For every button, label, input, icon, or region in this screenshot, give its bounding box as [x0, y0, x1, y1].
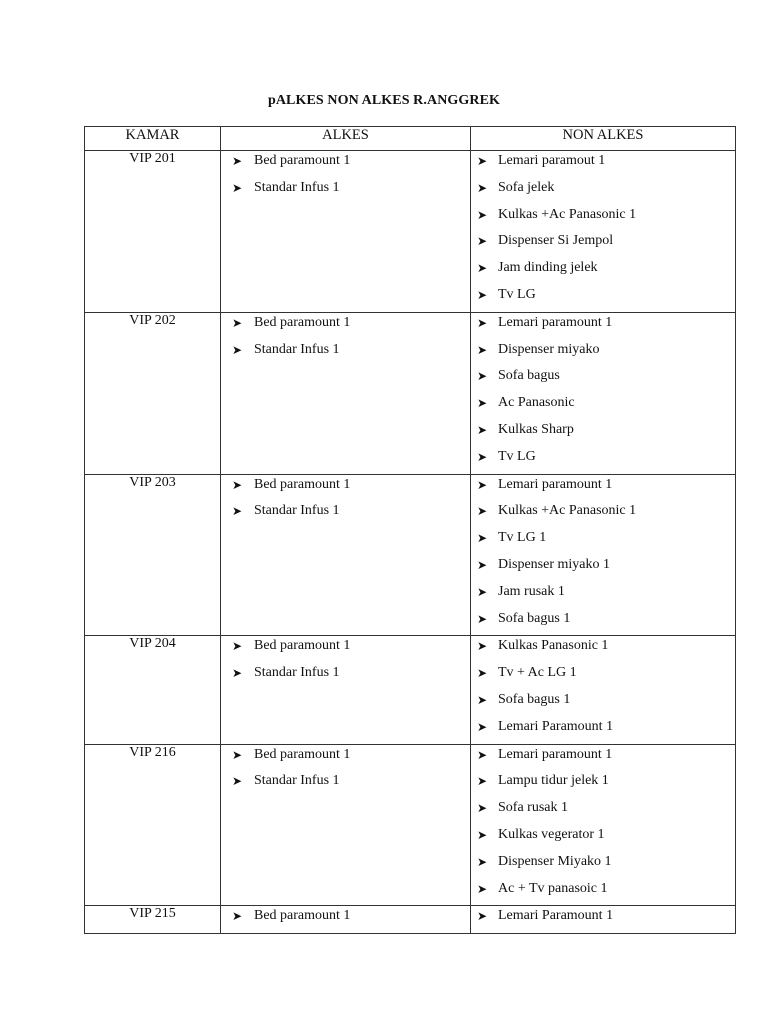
- non-alkes-item-text: Sofa bagus 1: [498, 610, 571, 626]
- non-alkes-item-text: Ac + Tv panasoic 1: [498, 880, 608, 896]
- arrow-bullet-icon: ➤: [477, 774, 488, 789]
- non-alkes-item: [471, 771, 735, 798]
- table-header-row: [85, 127, 736, 151]
- non-alkes-item: [471, 528, 735, 555]
- non-alkes-list: [471, 745, 735, 906]
- non-alkes-item: [471, 313, 735, 340]
- non-alkes-item: [471, 151, 735, 178]
- non-alkes-item: [471, 582, 735, 609]
- alkes-item-text: Bed paramount 1: [254, 746, 351, 762]
- alkes-item-text: Standar Infus 1: [254, 179, 340, 195]
- non-alkes-item-text: Dispenser Miyako 1: [498, 853, 612, 869]
- arrow-bullet-icon: ➤: [477, 531, 488, 546]
- table-row: [85, 312, 736, 474]
- arrow-bullet-icon: ➤: [477, 315, 488, 330]
- non-alkes-list: [471, 636, 735, 743]
- arrow-bullet-icon: ➤: [477, 261, 488, 276]
- non-alkes-item-text: Jam dinding jelek: [498, 260, 598, 276]
- alkes-cell: [221, 744, 471, 906]
- arrow-bullet-icon: ➤: [232, 180, 243, 195]
- non-alkes-item: [471, 690, 735, 717]
- arrow-bullet-icon: ➤: [232, 342, 243, 357]
- arrow-bullet-icon: ➤: [477, 154, 488, 168]
- non-alkes-cell: [471, 906, 736, 934]
- arrow-bullet-icon: ➤: [477, 287, 488, 302]
- non-alkes-list: [471, 906, 735, 933]
- alkes-item: [221, 906, 470, 933]
- non-alkes-item: [471, 636, 735, 663]
- alkes-item-text: Bed paramount 1: [254, 908, 351, 924]
- alkes-list: [221, 745, 470, 799]
- non-alkes-item-text: Kulkas +Ac Panasonic 1: [498, 206, 637, 222]
- non-alkes-item-text: Dispenser Si Jempol: [498, 233, 614, 249]
- arrow-bullet-icon: ➤: [232, 477, 243, 492]
- non-alkes-item-text: Lemari paramount 1: [498, 314, 613, 330]
- non-alkes-item: [471, 717, 735, 744]
- non-alkes-item: [471, 879, 735, 906]
- alkes-cell: [221, 474, 471, 636]
- arrow-bullet-icon: ➤: [477, 342, 488, 357]
- non-alkes-item-text: Tv LG 1: [498, 530, 547, 546]
- room-cell: VIP 201: [85, 151, 221, 313]
- non-alkes-item-text: Kulkas Sharp: [498, 421, 574, 437]
- non-alkes-cell: [471, 744, 736, 906]
- alkes-list: [221, 313, 470, 367]
- alkes-cell: [221, 312, 471, 474]
- non-alkes-item: [471, 906, 735, 933]
- alkes-item-text: Standar Infus 1: [254, 503, 340, 519]
- table-row: [85, 744, 736, 906]
- non-alkes-item-text: Lemari paramount 1: [498, 746, 613, 762]
- arrow-bullet-icon: ➤: [477, 422, 488, 437]
- alkes-item: [221, 663, 470, 690]
- non-alkes-item: [471, 745, 735, 772]
- alkes-list: [221, 636, 470, 690]
- document-title: pALKES NON ALKES R.ANGGREK: [267, 93, 501, 108]
- non-alkes-list: [471, 151, 735, 312]
- non-alkes-item: [471, 393, 735, 420]
- non-alkes-list: [471, 475, 735, 636]
- alkes-cell: [221, 906, 471, 934]
- alkes-item: [221, 313, 470, 340]
- arrow-bullet-icon: ➤: [477, 207, 488, 222]
- non-alkes-item-text: Ac Panasonic: [498, 395, 575, 411]
- non-alkes-item: [471, 205, 735, 232]
- non-alkes-item: [471, 663, 735, 690]
- non-alkes-item: [471, 798, 735, 825]
- alkes-item-text: Standar Infus 1: [254, 341, 340, 357]
- table-row: [85, 906, 736, 934]
- arrow-bullet-icon: ➤: [232, 639, 243, 654]
- alkes-item-text: Bed paramount 1: [254, 476, 351, 492]
- arrow-bullet-icon: ➤: [477, 692, 488, 707]
- arrow-bullet-icon: ➤: [477, 557, 488, 572]
- alkes-item: [221, 178, 470, 205]
- non-alkes-item: [471, 609, 735, 636]
- table-row: [85, 474, 736, 636]
- arrow-bullet-icon: ➤: [477, 801, 488, 816]
- non-alkes-item-text: Sofa rusak 1: [498, 800, 568, 816]
- non-alkes-item: [471, 285, 735, 312]
- alkes-item: [221, 771, 470, 798]
- non-alkes-item: [471, 475, 735, 502]
- arrow-bullet-icon: ➤: [232, 315, 243, 330]
- non-alkes-item: [471, 258, 735, 285]
- alkes-cell: [221, 636, 471, 744]
- arrow-bullet-icon: ➤: [477, 180, 488, 195]
- non-alkes-item-text: Sofa bagus 1: [498, 691, 571, 707]
- arrow-bullet-icon: ➤: [477, 477, 488, 492]
- arrow-bullet-icon: ➤: [232, 774, 243, 789]
- non-alkes-item-text: Tv LG: [498, 286, 536, 302]
- table-row: [85, 636, 736, 744]
- arrow-bullet-icon: ➤: [477, 611, 488, 626]
- arrow-bullet-icon: ➤: [477, 369, 488, 384]
- non-alkes-item: [471, 447, 735, 474]
- non-alkes-item: [471, 231, 735, 258]
- alkes-item-text: Bed paramount 1: [254, 638, 351, 654]
- alkes-item-text: Bed paramount 1: [254, 314, 351, 330]
- arrow-bullet-icon: ➤: [477, 719, 488, 734]
- alkes-item: [221, 745, 470, 772]
- non-alkes-item: [471, 178, 735, 205]
- room-cell: VIP 215: [85, 906, 221, 934]
- non-alkes-item: [471, 366, 735, 393]
- non-alkes-item-text: Kulkas +Ac Panasonic 1: [498, 503, 637, 519]
- non-alkes-item: [471, 340, 735, 367]
- header-alkes: ALKES: [221, 127, 471, 151]
- alkes-item: [221, 151, 470, 178]
- alkes-list: [221, 906, 470, 933]
- arrow-bullet-icon: ➤: [477, 909, 488, 924]
- arrow-bullet-icon: ➤: [477, 234, 488, 249]
- non-alkes-item-text: Sofa bagus: [498, 368, 560, 384]
- non-alkes-item-text: Dispenser miyako 1: [498, 556, 610, 572]
- arrow-bullet-icon: ➤: [477, 396, 488, 411]
- alkes-list: [221, 151, 470, 205]
- arrow-bullet-icon: ➤: [232, 666, 243, 681]
- non-alkes-list: [471, 313, 735, 474]
- non-alkes-item-text: Lemari paramout 1: [498, 153, 606, 168]
- arrow-bullet-icon: ➤: [477, 449, 488, 464]
- non-alkes-cell: [471, 636, 736, 744]
- non-alkes-item: [471, 555, 735, 582]
- non-alkes-item-text: Lemari Paramount 1: [498, 718, 614, 734]
- arrow-bullet-icon: ➤: [477, 854, 488, 869]
- alkes-cell: [221, 151, 471, 313]
- non-alkes-item-text: Lampu tidur jelek 1: [498, 773, 609, 789]
- non-alkes-item: [471, 501, 735, 528]
- non-alkes-cell: [471, 151, 736, 313]
- non-alkes-item-text: Sofa jelek: [498, 179, 555, 195]
- arrow-bullet-icon: ➤: [477, 504, 488, 519]
- non-alkes-item-text: Kulkas Panasonic 1: [498, 638, 609, 654]
- header-non-alkes: NON ALKES: [471, 127, 736, 151]
- table-row: [85, 151, 736, 313]
- arrow-bullet-icon: ➤: [477, 666, 488, 681]
- non-alkes-item-text: Kulkas vegerator 1: [498, 826, 605, 842]
- non-alkes-item-text: Tv LG: [498, 448, 536, 464]
- room-cell: VIP 216: [85, 744, 221, 906]
- arrow-bullet-icon: ➤: [477, 639, 488, 654]
- room-cell: VIP 203: [85, 474, 221, 636]
- inventory-table: [84, 126, 736, 934]
- arrow-bullet-icon: ➤: [232, 909, 243, 924]
- non-alkes-item-text: Jam rusak 1: [498, 583, 565, 599]
- non-alkes-item-text: Dispenser miyako: [498, 341, 600, 357]
- arrow-bullet-icon: ➤: [477, 827, 488, 842]
- non-alkes-item: [471, 852, 735, 879]
- room-cell: VIP 202: [85, 312, 221, 474]
- arrow-bullet-icon: ➤: [232, 504, 243, 519]
- alkes-item-text: Standar Infus 1: [254, 665, 340, 681]
- non-alkes-cell: [471, 312, 736, 474]
- arrow-bullet-icon: ➤: [477, 584, 488, 599]
- non-alkes-item: [471, 825, 735, 852]
- room-cell: VIP 204: [85, 636, 221, 744]
- non-alkes-item-text: Tv + Ac LG 1: [498, 665, 577, 681]
- alkes-list: [221, 475, 470, 529]
- non-alkes-item-text: Lemari paramount 1: [498, 476, 613, 492]
- non-alkes-item: [471, 420, 735, 447]
- arrow-bullet-icon: ➤: [477, 747, 488, 762]
- non-alkes-item-text: Lemari Paramount 1: [498, 908, 614, 924]
- arrow-bullet-icon: ➤: [232, 154, 243, 168]
- alkes-item: [221, 636, 470, 663]
- arrow-bullet-icon: ➤: [477, 881, 488, 896]
- alkes-item: [221, 501, 470, 528]
- alkes-item: [221, 475, 470, 502]
- arrow-bullet-icon: ➤: [232, 747, 243, 762]
- alkes-item-text: Bed paramount 1: [254, 153, 351, 168]
- non-alkes-cell: [471, 474, 736, 636]
- alkes-item: [221, 340, 470, 367]
- alkes-item-text: Standar Infus 1: [254, 773, 340, 789]
- header-kamar: KAMAR: [85, 127, 221, 151]
